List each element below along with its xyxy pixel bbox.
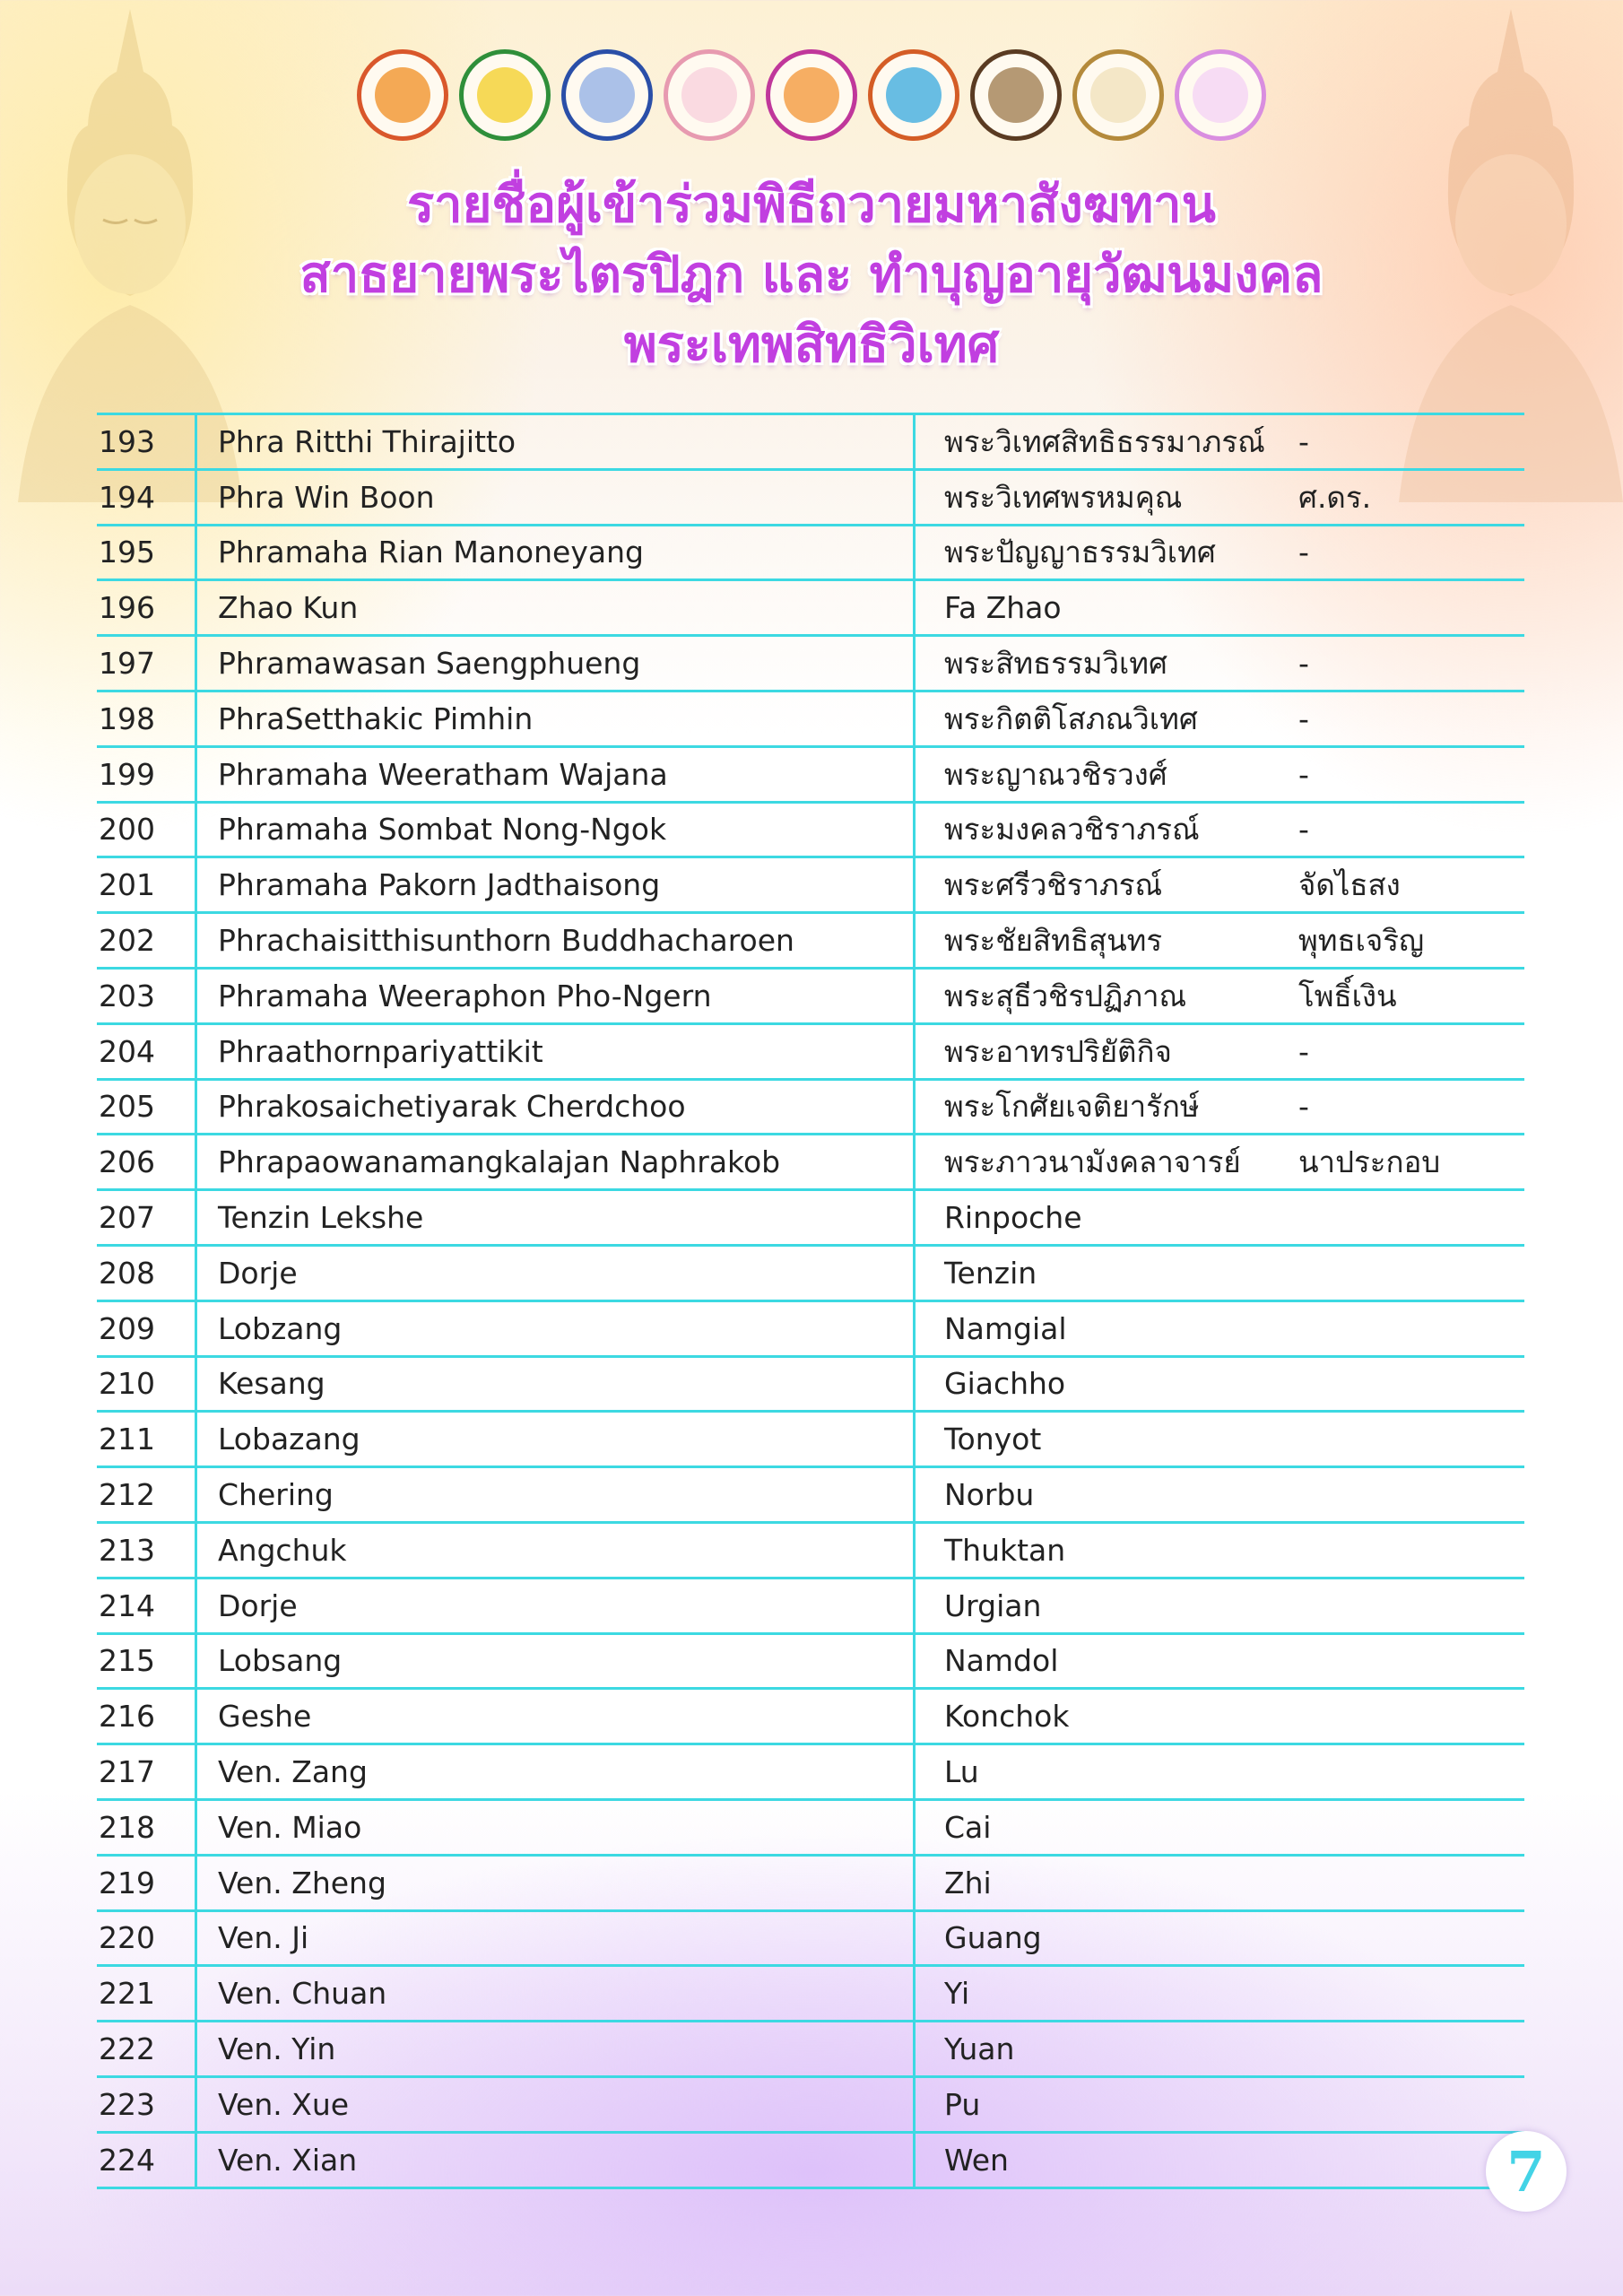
participant-extra [1298,2022,1524,2077]
participant-secondary-name: Wen [915,2132,1299,2187]
row-number: 216 [97,1689,196,1744]
row-number: 207 [97,1190,196,1246]
participant-extra [1298,1467,1524,1523]
participant-name: Zhao Kun [196,580,915,636]
participant-name: Tenzin Lekshe [196,1190,915,1246]
table-row [97,1578,1524,1633]
table-row [97,1079,1524,1135]
table-row [97,1190,1524,1246]
row-number: 224 [97,2132,196,2187]
row-number: 202 [97,913,196,969]
participant-name: Phrachaisitthisunthorn Buddhacharoen [196,913,915,969]
participant-secondary-name: Yuan [915,2022,1299,2077]
row-number: 205 [97,1079,196,1135]
table-row [97,913,1524,969]
row-number: 215 [97,1633,196,1689]
participant-extra [1298,1799,1524,1855]
participant-name: PhraSetthakic Pimhin [196,691,915,746]
row-number: 201 [97,857,196,913]
table-row [97,469,1524,525]
table-row [97,636,1524,691]
participant-name: Phra Win Boon [196,469,915,525]
table-row [97,968,1524,1023]
participant-extra: - [1298,414,1524,470]
row-number: 194 [97,469,196,525]
participant-extra [1298,1578,1524,1633]
participant-secondary-name: พระอาทรปริยัติกิจ [915,1023,1299,1079]
participant-name: Ven. Xue [196,2076,915,2132]
participant-name: Ven. Xian [196,2132,915,2187]
page-number: 7 [1486,2131,1567,2212]
table-row [97,1799,1524,1855]
row-number: 208 [97,1245,196,1300]
participant-extra: - [1298,1079,1524,1135]
participant-name: Lobazang [196,1412,915,1467]
participant-secondary-name: พระวิเทศสิทธิธรรมาภรณ์ [915,414,1299,470]
table-row [97,1023,1524,1079]
participant-secondary-name: Giachho [915,1356,1299,1412]
title-line-2: สาธยายพระไตรปิฎก และ ทำบุญอายุวัฒนมงคล [299,246,1324,304]
university-seal-icon [357,49,448,141]
row-number: 221 [97,1966,196,2022]
row-number: 195 [97,525,196,580]
row-number: 206 [97,1135,196,1190]
participant-extra [1298,1300,1524,1356]
participant-extra [1298,1966,1524,2022]
table-row [97,1910,1524,1966]
table-row [97,1689,1524,1744]
participant-extra: - [1298,525,1524,580]
participant-extra [1298,580,1524,636]
table-row [97,1633,1524,1689]
participant-extra [1298,1689,1524,1744]
row-number: 223 [97,2076,196,2132]
participant-secondary-name: Yi [915,1966,1299,2022]
participant-name: Ven. Ji [196,1910,915,1966]
participant-extra [1298,1855,1524,1910]
sangha-dharma-wheel-icon [459,49,551,141]
row-number: 203 [97,968,196,1023]
participant-name: Phrapaowanamangkalajan Naphrakob [196,1135,915,1190]
row-number: 193 [97,414,196,470]
participant-name: Phrakosaichetiyarak Cherdchoo [196,1079,915,1135]
participant-secondary-name: พระโกศัยเจติยารักษ์ [915,1079,1299,1135]
participant-secondary-name: พระสิทธรรมวิเทศ [915,636,1299,691]
title-line-1: รายชื่อผู้เข้าร่วมพิธีถวายมหาสังฆทาน [407,176,1216,234]
row-number: 214 [97,1578,196,1633]
participant-name: Chering [196,1467,915,1523]
participant-extra [1298,1910,1524,1966]
table-row [97,414,1524,470]
participant-extra [1298,1356,1524,1412]
participant-extra [1298,1744,1524,1800]
organization-logos [0,49,1623,141]
table-row [97,1855,1524,1910]
participant-extra [1298,1522,1524,1578]
participant-name: Angchuk [196,1522,915,1578]
ornate-crest-icon [664,49,755,141]
table-row [97,1522,1524,1578]
participant-secondary-name: Zhi [915,1855,1299,1910]
participant-secondary-name: พระภาวนามังคลาจารย์ [915,1135,1299,1190]
participant-secondary-name: Fa Zhao [915,580,1299,636]
participant-secondary-name: Norbu [915,1467,1299,1523]
row-number: 209 [97,1300,196,1356]
table-row [97,2132,1524,2187]
participant-secondary-name: Urgian [915,1578,1299,1633]
table-row [97,2076,1524,2132]
participant-secondary-name: Cai [915,1799,1299,1855]
participant-name: Ven. Zang [196,1744,915,1800]
table-row [97,1966,1524,2022]
participant-table [97,413,1524,2189]
table-row [97,1467,1524,1523]
table-row [97,691,1524,746]
table-row [97,1300,1524,1356]
participant-name: Ven. Zheng [196,1855,915,1910]
row-number: 198 [97,691,196,746]
world-buddhist-seal-icon [766,49,857,141]
participant-name: Phramaha Weeraphon Pho-Ngern [196,968,915,1023]
participant-secondary-name: Tenzin [915,1245,1299,1300]
table-row [97,1412,1524,1467]
participant-name: Ven. Miao [196,1799,915,1855]
participant-extra [1298,1245,1524,1300]
row-number: 218 [97,1799,196,1855]
row-number: 222 [97,2022,196,2077]
participant-name: Geshe [196,1689,915,1744]
participant-secondary-name: Namgial [915,1300,1299,1356]
participant-name: Phramaha Sombat Nong-Ngok [196,802,915,857]
participant-secondary-name: พระศรีวชิราภรณ์ [915,857,1299,913]
table-row [97,1245,1524,1300]
participant-extra: - [1298,1023,1524,1079]
table-row [97,580,1524,636]
pink-wheel-seal-icon [1175,49,1266,141]
participant-name: Lobzang [196,1300,915,1356]
participant-secondary-name: พระญาณวชิรวงศ์ [915,746,1299,802]
participant-extra: พุทธเจริญ [1298,913,1524,969]
row-number: 199 [97,746,196,802]
participant-name: Ven. Yin [196,2022,915,2077]
table-row [97,746,1524,802]
participant-secondary-name: Tonyot [915,1412,1299,1467]
row-number: 210 [97,1356,196,1412]
row-number: 211 [97,1412,196,1467]
participant-secondary-name: พระมงคลวชิราภรณ์ [915,802,1299,857]
row-number: 213 [97,1522,196,1578]
participant-name: Phramaha Pakorn Jadthaisong [196,857,915,913]
row-number: 204 [97,1023,196,1079]
participant-secondary-name: Pu [915,2076,1299,2132]
page-title [0,170,1623,380]
table-row [97,1744,1524,1800]
participant-extra [1298,1190,1524,1246]
table-row [97,1356,1524,1412]
participant-extra: ศ.ดร. [1298,469,1524,525]
participant-name: Kesang [196,1356,915,1412]
participant-secondary-name: พระสุธีวชิรปฏิภาณ [915,968,1299,1023]
monk-portrait-seal-icon [561,49,653,141]
participant-name: Dorje [196,1245,915,1300]
participant-secondary-name: Guang [915,1910,1299,1966]
participant-extra [1298,1412,1524,1467]
participant-name: Phramawasan Saengphueng [196,636,915,691]
title-line-3: พระเทพสิทธิวิเทศ [623,316,1000,374]
participant-name: Ven. Chuan [196,1966,915,2022]
row-number: 196 [97,580,196,636]
row-number: 212 [97,1467,196,1523]
participant-extra: - [1298,746,1524,802]
participant-secondary-name: Rinpoche [915,1190,1299,1246]
table-row [97,802,1524,857]
table-row [97,525,1524,580]
table-row [97,2022,1524,2077]
hands-lotus-seal-icon [868,49,959,141]
participant-extra: - [1298,691,1524,746]
participant-secondary-name: Namdol [915,1633,1299,1689]
participant-name: Phraathornpariyattikit [196,1023,915,1079]
participant-secondary-name: พระปัญญาธรรมวิเทศ [915,525,1299,580]
row-number: 200 [97,802,196,857]
participant-name: Phra Ritthi Thirajitto [196,414,915,470]
participant-secondary-name: Konchok [915,1689,1299,1744]
participant-extra: จัดไธสง [1298,857,1524,913]
participant-extra [1298,1633,1524,1689]
participant-name: Phramaha Weeratham Wajana [196,746,915,802]
participant-extra: - [1298,636,1524,691]
participant-name: Phramaha Rian Manoneyang [196,525,915,580]
temple-roof-icon [1072,49,1164,141]
participant-name: Lobsang [196,1633,915,1689]
participant-secondary-name: Lu [915,1744,1299,1800]
participant-extra: - [1298,802,1524,857]
participant-name: Dorje [196,1578,915,1633]
row-number: 197 [97,636,196,691]
row-number: 220 [97,1910,196,1966]
participant-secondary-name: พระกิตติโสภณวิเทศ [915,691,1299,746]
table-row [97,1135,1524,1190]
participant-extra: โพธิ์เงิน [1298,968,1524,1023]
participant-secondary-name: Thuktan [915,1522,1299,1578]
row-number: 217 [97,1744,196,1800]
participant-secondary-name: พระชัยสิทธิสุนทร [915,913,1299,969]
participant-extra [1298,2076,1524,2132]
participant-secondary-name: พระวิเทศพรหมคุณ [915,469,1299,525]
participant-extra: นาประกอบ [1298,1135,1524,1190]
row-number: 219 [97,1855,196,1910]
table-row [97,857,1524,913]
dharma-wheel-icon [970,49,1062,141]
